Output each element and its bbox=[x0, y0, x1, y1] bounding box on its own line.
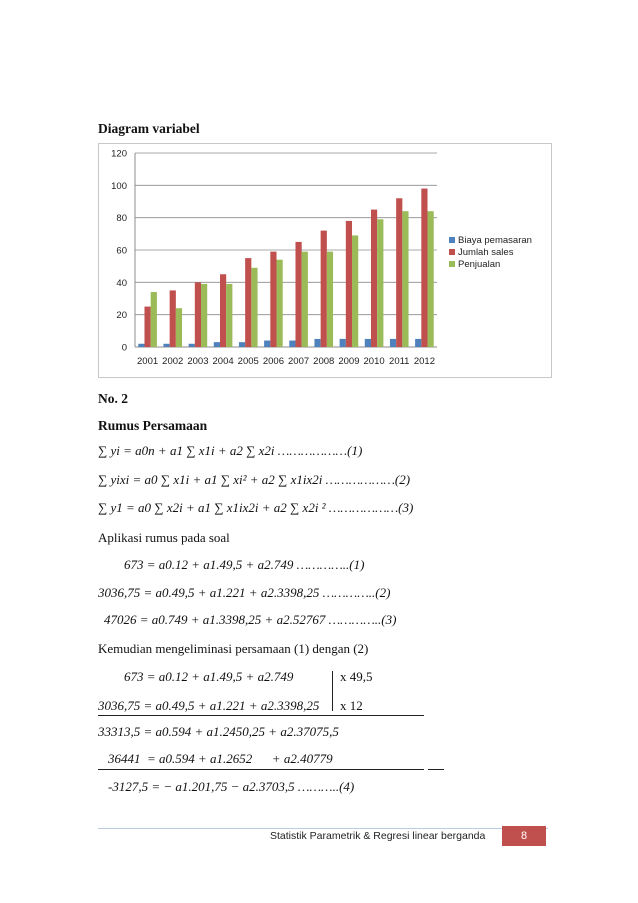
application-2: 3036,75 = a0.49,5 + a1.221 + a2.3398,25 …………..(2) bbox=[98, 585, 391, 600]
legend-swatch bbox=[449, 249, 455, 255]
y-tick-label: 0 bbox=[121, 342, 127, 354]
bar bbox=[340, 339, 346, 347]
bar-chart bbox=[99, 144, 551, 377]
equation-2: ∑ yixi = a0 ∑ x1i + a1 ∑ xi² + a2 ∑ x1ix2i ………………(2) bbox=[98, 472, 411, 487]
bar bbox=[251, 268, 257, 347]
application-3: 47026 = a0.749 + a1.3398,25 + a2.52767 …………..(3) bbox=[104, 612, 397, 627]
elimination-line-2: 3036,75 = a0.49,5 + a1.221 + a2.3398,25 bbox=[98, 698, 320, 713]
bar bbox=[189, 344, 195, 347]
bar bbox=[390, 339, 396, 347]
bar bbox=[195, 282, 201, 347]
y-tick-label: 60 bbox=[116, 245, 127, 257]
bar bbox=[396, 198, 402, 347]
x-tick-label: 2005 bbox=[237, 356, 259, 367]
rule-1 bbox=[98, 715, 424, 716]
minus-sign-rule bbox=[428, 769, 444, 770]
bar bbox=[245, 258, 251, 347]
bar bbox=[226, 284, 232, 347]
bar bbox=[402, 211, 408, 347]
elimination-multiplier-2: x 12 bbox=[340, 698, 363, 713]
bar bbox=[371, 210, 377, 347]
page-number: 8 bbox=[502, 826, 546, 846]
bar bbox=[352, 235, 358, 347]
bar bbox=[214, 342, 220, 347]
elimination-line-1: 673 = a0.12 + a1.49,5 + a2.749 bbox=[124, 669, 294, 684]
elimination-multiplier-1: x 49,5 bbox=[340, 669, 373, 684]
elimination-divider bbox=[332, 671, 333, 711]
result-line-1: 33313,5 = a0.594 + a1.2450,25 + a2.37075,5 bbox=[98, 724, 339, 739]
y-tick-label: 120 bbox=[111, 148, 127, 160]
y-tick-label: 100 bbox=[111, 180, 127, 192]
bar bbox=[239, 342, 245, 347]
bar bbox=[321, 231, 327, 347]
legend-swatch bbox=[449, 237, 455, 243]
bar bbox=[415, 339, 421, 347]
equation-1: ∑ yi = a0n + a1 ∑ x1i + a2 ∑ x2i ………………(1) bbox=[98, 443, 363, 458]
bar bbox=[163, 344, 169, 347]
bar bbox=[327, 252, 333, 347]
x-tick-label: 2002 bbox=[162, 356, 184, 367]
bar bbox=[302, 252, 308, 347]
result-line-2: 36441 = a0.594 + a1.2652 + a2.40779 bbox=[108, 751, 333, 766]
x-tick-label: 2007 bbox=[288, 356, 310, 367]
bar bbox=[170, 290, 176, 347]
bar bbox=[421, 189, 427, 347]
bar bbox=[138, 344, 144, 347]
bar bbox=[151, 292, 157, 347]
no2-heading: No. 2 bbox=[98, 391, 128, 406]
legend-label: Penjualan bbox=[458, 259, 501, 270]
footer-rule bbox=[98, 828, 548, 829]
bar bbox=[176, 308, 182, 347]
legend-label: Biaya pemasaran bbox=[458, 235, 532, 246]
x-tick-label: 2008 bbox=[313, 356, 335, 367]
bar bbox=[270, 252, 276, 347]
equation-3: ∑ y1 = a0 ∑ x2i + a1 ∑ x1ix2i + a2 ∑ x2i ² ………………(3) bbox=[98, 500, 414, 515]
legend-label: Jumlah sales bbox=[458, 247, 514, 258]
bar bbox=[201, 284, 207, 347]
bar bbox=[144, 307, 150, 347]
bar bbox=[377, 219, 383, 347]
application-1: 673 = a0.12 + a1.49,5 + a2.749 …………..(1) bbox=[124, 557, 365, 572]
bar-chart-frame bbox=[98, 143, 552, 378]
bar bbox=[365, 339, 371, 347]
y-tick-label: 20 bbox=[116, 310, 127, 322]
x-tick-label: 2009 bbox=[338, 356, 360, 367]
x-tick-label: 2004 bbox=[212, 356, 234, 367]
rule-2 bbox=[98, 769, 424, 770]
rumus-title: Rumus Persamaan bbox=[98, 418, 208, 433]
x-tick-label: 2003 bbox=[187, 356, 209, 367]
footer-text: Statistik Parametrik & Regresi linear berganda bbox=[270, 830, 486, 842]
x-tick-label: 2012 bbox=[413, 356, 435, 367]
bar bbox=[428, 211, 434, 347]
section-title: Diagram variabel bbox=[98, 121, 200, 136]
bar bbox=[346, 221, 352, 347]
bar bbox=[314, 339, 320, 347]
result-line-3: -3127,5 = − a1.201,75 − a2.3703,5 ………..(4) bbox=[108, 779, 355, 794]
bar bbox=[295, 242, 301, 347]
bar bbox=[264, 341, 270, 347]
y-tick-label: 40 bbox=[116, 277, 127, 289]
x-tick-label: 2011 bbox=[389, 356, 410, 367]
x-tick-label: 2006 bbox=[262, 356, 284, 367]
bar bbox=[220, 274, 226, 347]
legend-swatch bbox=[449, 261, 455, 267]
x-tick-label: 2001 bbox=[137, 356, 159, 367]
x-tick-label: 2010 bbox=[363, 356, 385, 367]
aplikasi-title: Aplikasi rumus pada soal bbox=[98, 530, 230, 545]
bar bbox=[289, 341, 295, 347]
bar bbox=[277, 260, 283, 347]
y-tick-label: 80 bbox=[116, 213, 127, 225]
elimination-title: Kemudian mengeliminasi persamaan (1) dengan (2) bbox=[98, 641, 369, 656]
